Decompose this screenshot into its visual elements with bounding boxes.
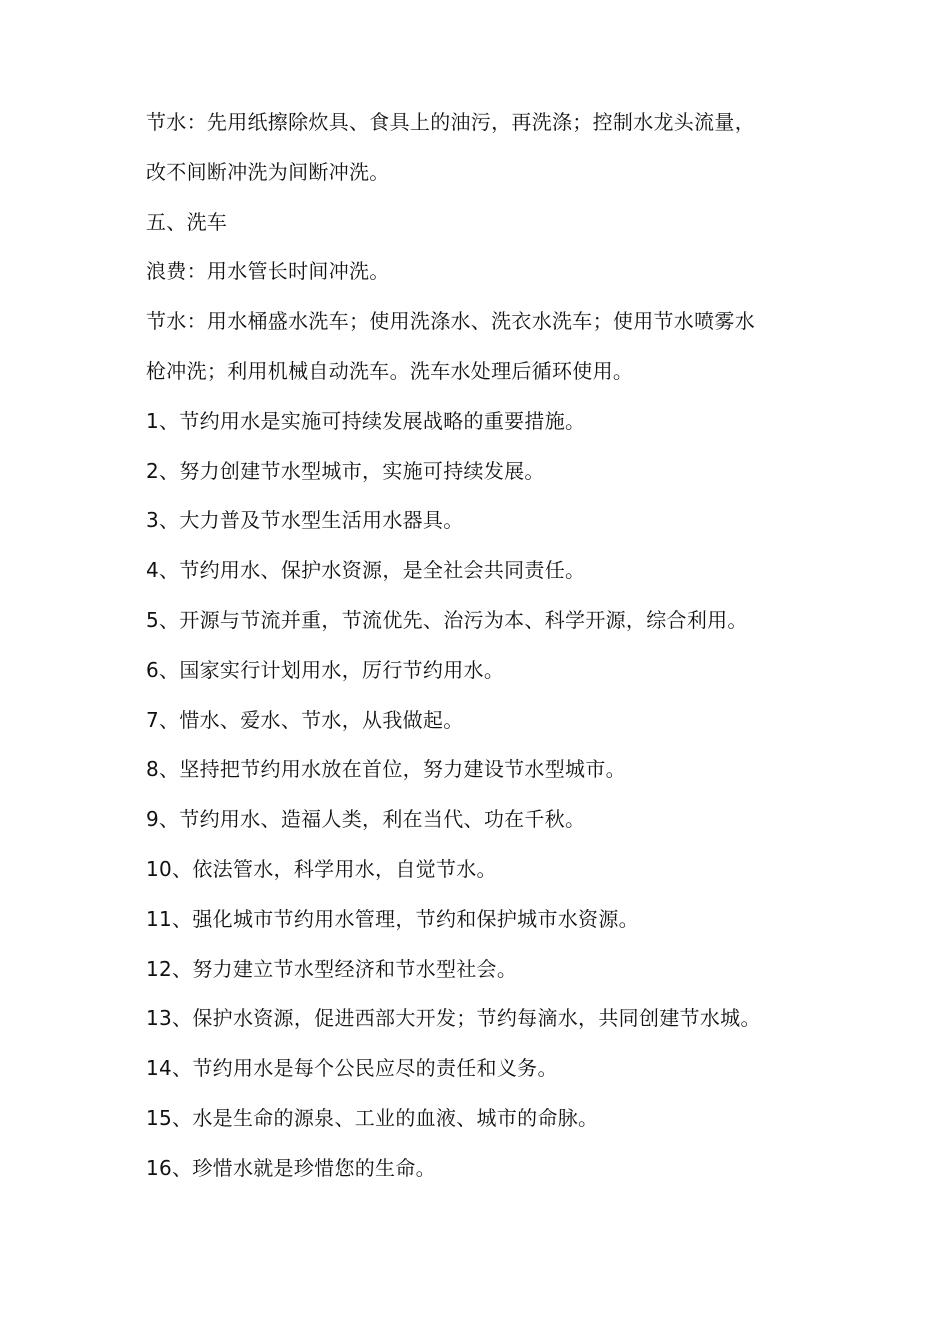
slogan-item: 11、强化城市节约用水管理，节约和保护城市水资源。 [146,906,639,931]
paragraph-line: 枪冲洗；利用机械自动洗车。洗车水处理后循环使用。 [146,358,634,383]
slogan-item: 13、保护水资源，促进西部大开发；节约每滴水，共同创建节水城。 [146,1006,761,1031]
slogan-item: 1、节约用水是实施可持续发展战略的重要措施。 [146,408,586,433]
slogan-item: 14、节约用水是每个公民应尽的责任和义务。 [146,1056,558,1081]
slogan-item: 15、水是生命的源泉、工业的血液、城市的命脉。 [146,1105,599,1130]
document-body [146,98,836,1194]
slogan-item: 3、大力普及节水型生活用水器具。 [146,508,464,533]
slogan-item: 2、努力创建节水型城市，实施可持续发展。 [146,458,545,483]
slogan-item: 4、节约用水、保护水资源，是全社会共同责任。 [146,558,586,583]
slogan-item: 12、努力建立节水型经济和节水型社会。 [146,956,518,981]
paragraph-line: 节水：先用纸擦除炊具、食具上的油污，再洗涤；控制水龙头流量， [146,110,755,134]
slogan-item: 6、国家实行计划用水，厉行节约用水。 [146,657,505,682]
paragraph-line: 改不间断冲洗为间断冲洗。 [146,159,390,184]
section-heading: 五、洗车 [146,209,228,234]
slogan-item: 9、节约用水、造福人类，利在当代、功在千秋。 [146,807,586,832]
slogan-item: 5、开源与节流并重，节流优先、治污为本、科学开源，综合利用。 [146,607,748,632]
slogan-item: 7、惜水、爱水、节水，从我做起。 [146,707,464,732]
slogan-item: 16、珍惜水就是珍惜您的生命。 [146,1155,436,1180]
slogan-item: 10、依法管水，科学用水，自觉节水。 [146,856,497,881]
paragraph-line: 浪费：用水管长时间冲洗。 [146,259,390,284]
slogan-item: 8、坚持把节约用水放在首位，努力建设节水型城市。 [146,757,626,782]
paragraph-line: 节水：用水桶盛水洗车；使用洗涤水、洗衣水洗车；使用节水喷雾水 [146,309,755,334]
